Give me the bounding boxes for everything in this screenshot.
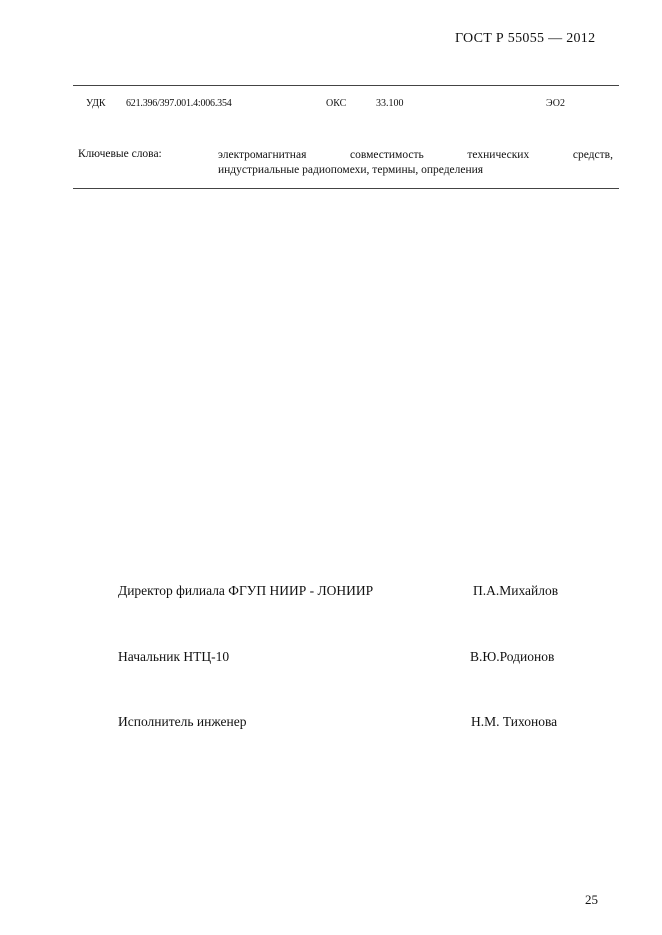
signature-role: Начальник НТЦ-10: [118, 649, 230, 664]
signature-role: Исполнитель инженер: [118, 714, 247, 729]
keyword: электромагнитная: [218, 149, 307, 161]
signature-name: П.А.Михайлов: [473, 583, 559, 598]
udk-value: 621.396/397.001.4:006.354: [126, 98, 232, 109]
top-rule: [73, 85, 619, 86]
keywords-line-1: [218, 148, 613, 163]
udk-label: УДК: [86, 98, 106, 109]
signature-name: В.Ю.Родионов: [470, 649, 555, 664]
signature-role: Директор филиала ФГУП НИИР - ЛОНИИР: [118, 583, 374, 598]
keywords-line-2: индустриальные радиопомехи, термины, определения: [218, 164, 484, 176]
keywords-text: [218, 148, 613, 178]
page-number: 25: [585, 892, 598, 907]
oks-label: ОКС: [326, 98, 347, 109]
keyword: средств,: [572, 149, 613, 161]
keyword: совместимость: [350, 149, 424, 161]
bottom-rule: [73, 188, 619, 189]
oks-value: 33.100: [376, 98, 404, 109]
keywords-label: Ключевые слова:: [78, 148, 162, 160]
signature-name: Н.М. Тихонова: [471, 714, 558, 729]
classification-code: ЭО2: [546, 98, 565, 109]
keyword: технических: [467, 149, 530, 161]
document-header: ГОСТ Р 55055 — 2012: [455, 31, 596, 46]
